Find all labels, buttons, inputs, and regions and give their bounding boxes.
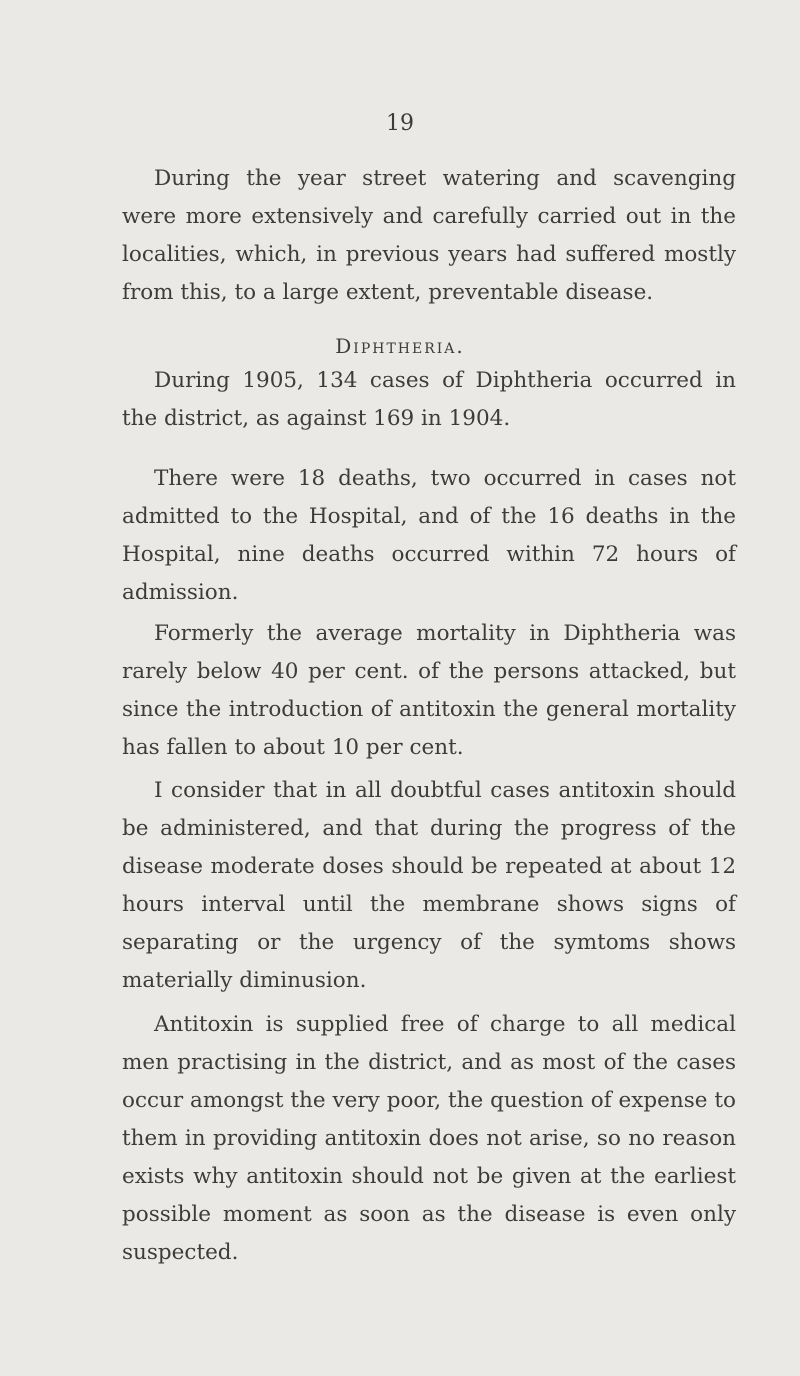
diphtheria-paragraph-5-block xyxy=(122,1006,736,1272)
intro-section xyxy=(122,160,736,312)
intro-paragraph: During the year street watering and scavenging were more extensively and carefully carried out in the localities, which, in previous years had suffered mostly from this, to a large extent, preventable disease. xyxy=(122,166,736,305)
diphtheria-paragraph-4-block xyxy=(122,772,736,1000)
section-heading-diphtheria: Diphtheria. xyxy=(335,334,465,358)
diphtheria-paragraph: During 1905, 134 cases of Diphtheria occurred in the district, as against 169 in 1904. xyxy=(122,368,736,431)
diphtheria-paragraph-2-block xyxy=(122,460,736,612)
diphtheria-paragraph-1-block xyxy=(122,362,736,438)
diphtheria-paragraph: I consider that in all doubtful cases antitoxin should be administered, and that during the progress of the disease moderate doses should be repeated at about 12 hours interval until the membrane shows signs of separating or the urgency of the symtoms shows materially diminusion. xyxy=(122,778,736,993)
page-number: 19 xyxy=(386,111,414,136)
diphtheria-paragraph: Formerly the average mortality in Diphtheria was rarely below 40 per cent. of the persons attacked, but since the introduction of antitoxin the general mortality has fallen to about 10 per cent. xyxy=(122,621,736,760)
diphtheria-paragraph-3-block xyxy=(122,615,736,767)
diphtheria-paragraph: Antitoxin is supplied free of charge to all medical men practising in the district, and as most of the cases occur amongst the very poor, the question of expense to them in providing antitoxin does not arise, so no reason exists why antitoxin should not be given at the earliest possible moment as soon as the disease is even only suspected. xyxy=(122,1012,736,1265)
diphtheria-paragraph: There were 18 deaths, two occurred in cases not admitted to the Hospital, and of the 16 deaths in the Hospital, nine deaths occurred within 72 hours of admission. xyxy=(122,466,736,605)
